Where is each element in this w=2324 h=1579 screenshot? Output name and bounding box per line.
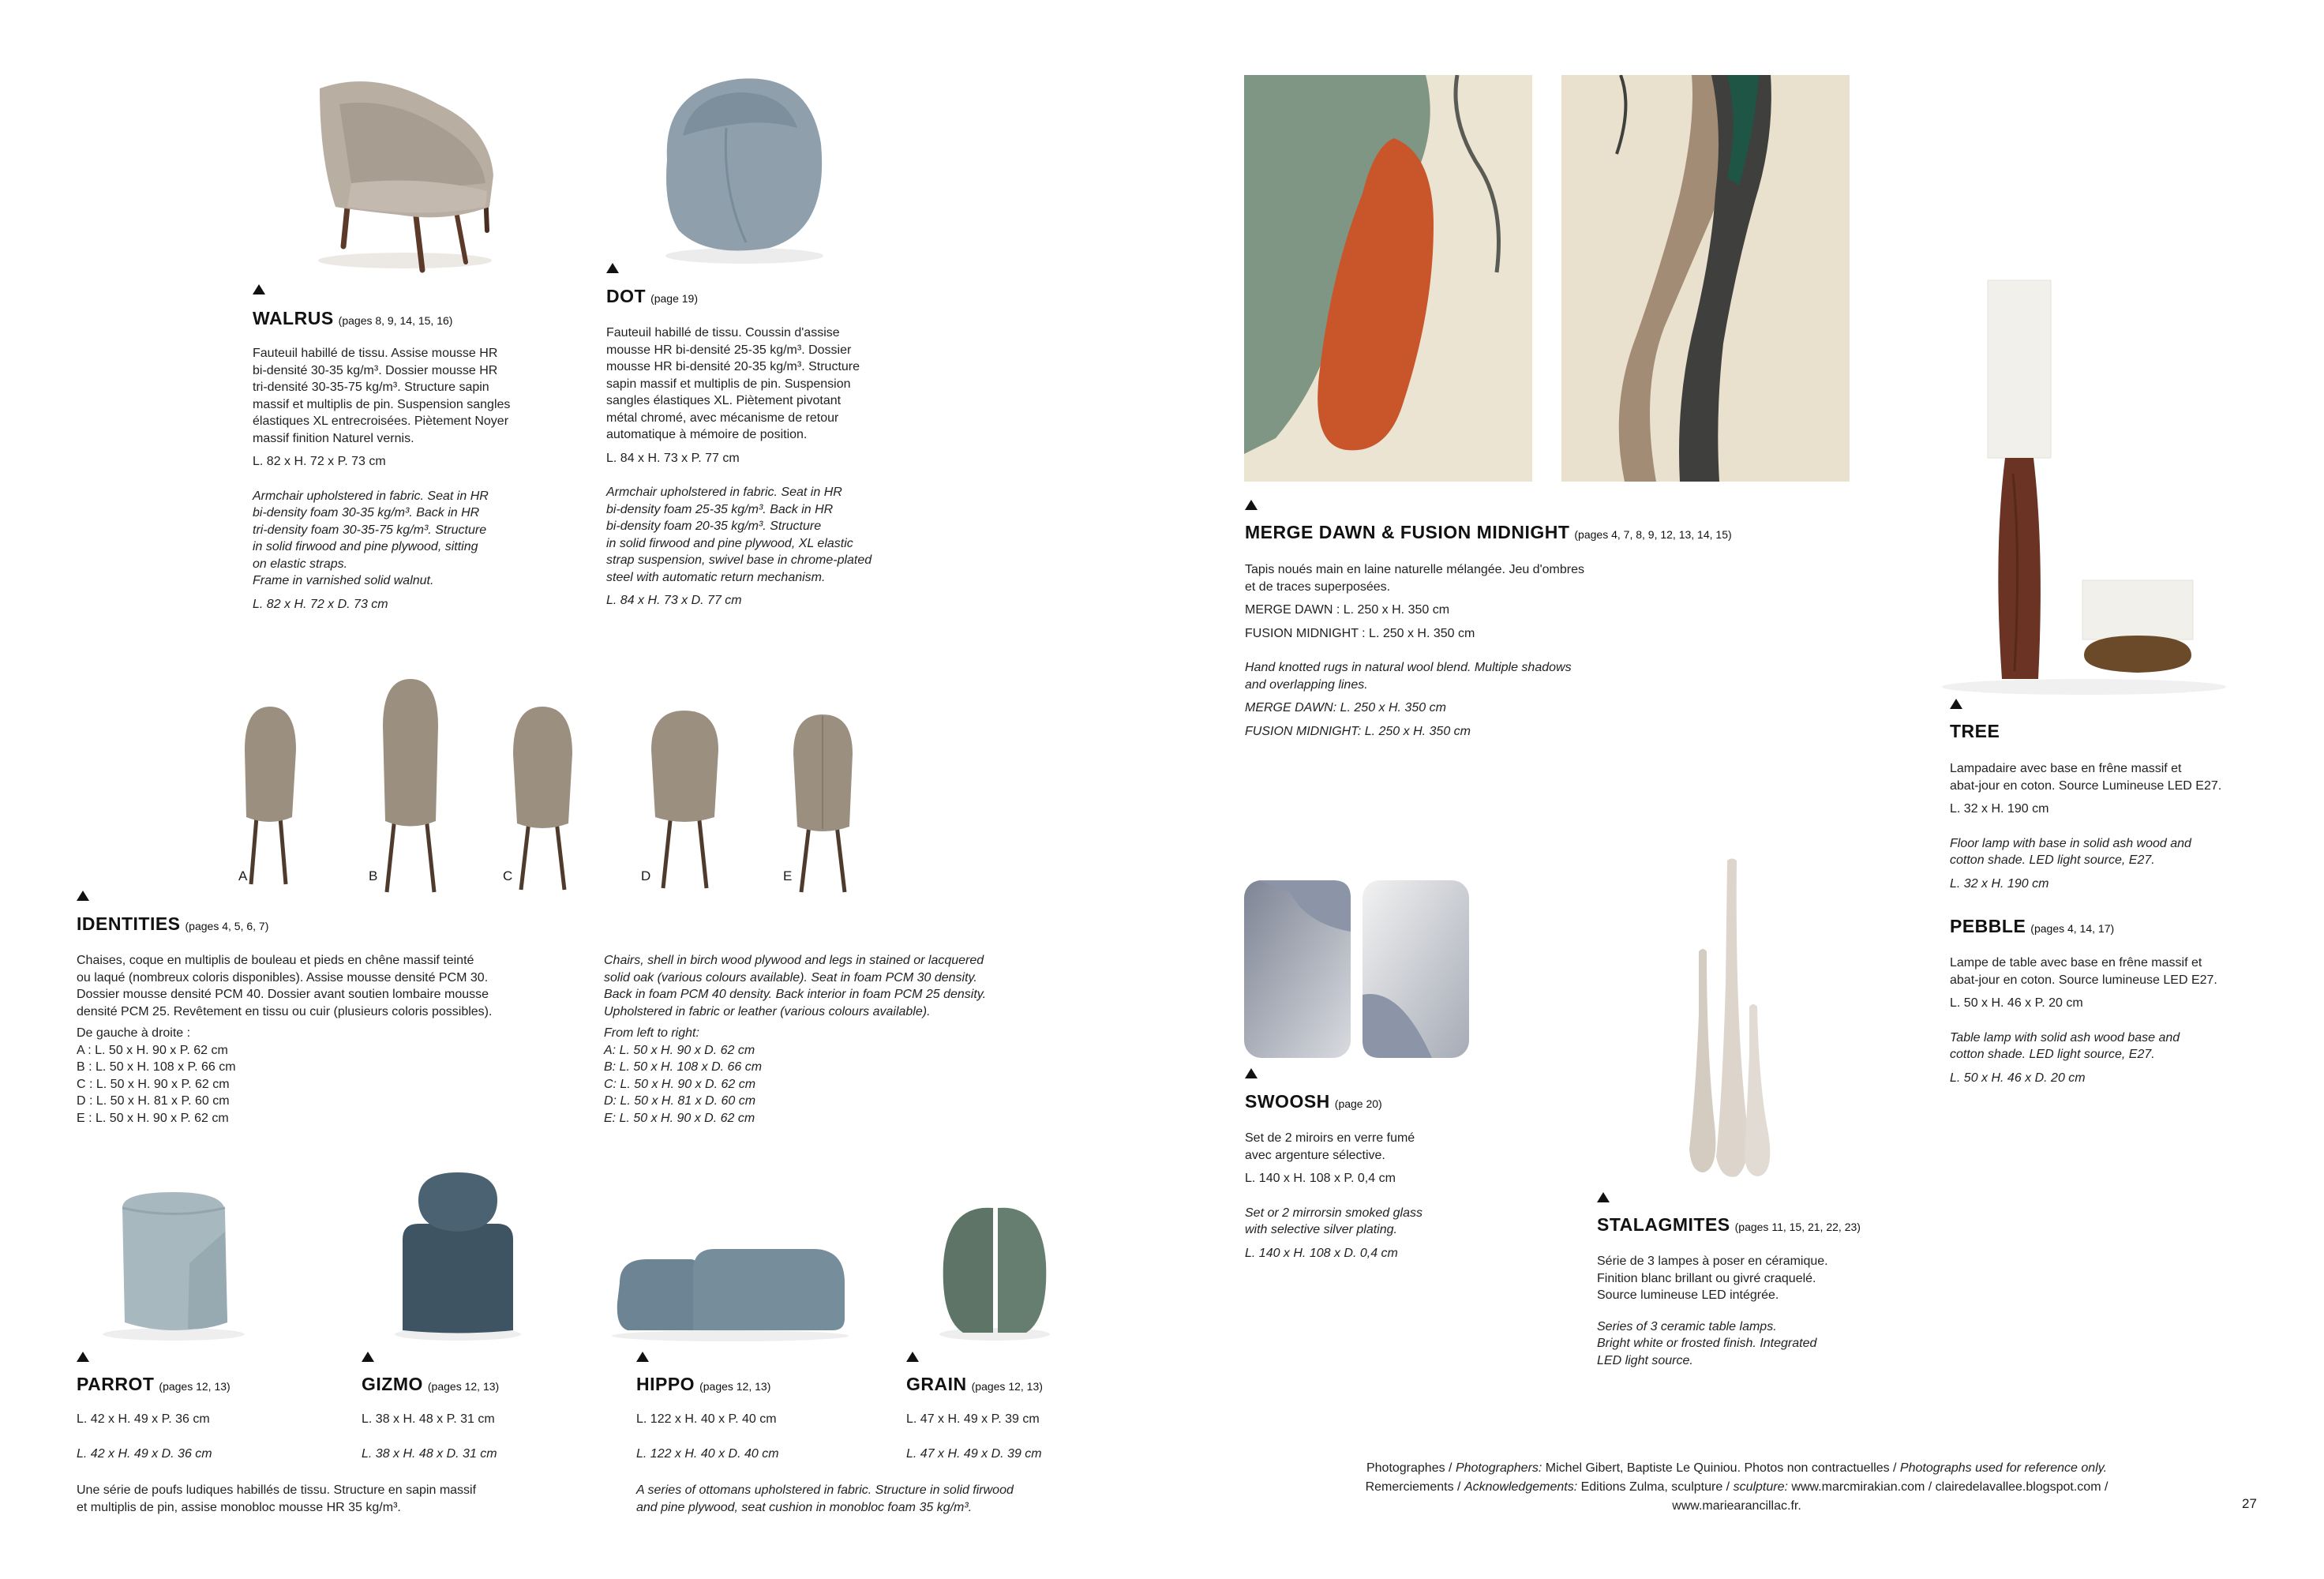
- hippo-dimensions-en: L. 122 x H. 40 x D. 40 cm: [636, 1447, 779, 1461]
- poufs-description-fr: Une série de poufs ludiques habillés de tissu. Structure en sapin massif et multiplis de pin, assise monobloc mousse HR 35 kg/m³.: [77, 1483, 477, 1514]
- tree-pebble-image: [1926, 276, 2226, 695]
- gizmo-title: GIZMO (pages 12, 13): [362, 1374, 500, 1394]
- credits-photographers: Photographes / Photographers: Michel Gibert, Baptiste Le Quiniou. Photos non contractuelles / Photographs used for reference only.: [1366, 1461, 2108, 1475]
- hippo-title: HIPPO (pages 12, 13): [636, 1374, 771, 1394]
- walrus-marker: [253, 284, 265, 294]
- swoosh-marker: [1245, 1068, 1258, 1078]
- merge-marker: [1245, 500, 1258, 510]
- dot-marker: [606, 263, 619, 273]
- credits: [1287, 1459, 2187, 1516]
- grain-dimensions-fr: L. 47 x H. 49 x P. 39 cm: [906, 1412, 1040, 1426]
- tree-title: TREE: [1950, 721, 2000, 741]
- dot-title: DOT (page 19): [606, 286, 698, 306]
- identities-letter-a: A: [238, 868, 248, 883]
- parrot-dimensions-fr: L. 42 x H. 49 x P. 36 cm: [77, 1412, 210, 1426]
- dot-dimensions-en: L. 84 x H. 73 x D. 77 cm: [606, 594, 742, 607]
- identities-description-fr: Chaises, coque en multiplis de bouleau et pieds en chêne massif teinté ou laqué (nombreux coloris disponibles). Assise mousse densité PCM 30. Dossier mousse densité PCM 40. Dossier avant soutien lombaire mousse densité PCM 25. Revêtement en tissu ou cuir (plusieurs coloris possibles). De gauche à droite : A : L. 50 x H. 90 x P. 62 cm B : L. 50 x H. 108 x P. 66 cm C : L. 50 x H. 90 x P. 62 cm D : L. 50 x H. 81 x P. 60 cm E : L. 50 x H. 90 x P. 62 cm: [77, 954, 493, 1125]
- gizmo-dimensions-en: L. 38 x H. 48 x D. 31 cm: [362, 1447, 497, 1461]
- tree-description: Lampadaire avec base en frêne massif et abat-jour en coton. Source Lumineuse LED E27. L. 32 x H. 190 cm Floor lamp with base in solid ash wood and cotton shade. LED light source, E27. L. 32 x H. 190 cm: [1950, 762, 2222, 891]
- merge-description: Tapis noués main en laine naturelle mélangée. Jeu d'ombres et de traces superposées. MERGE DAWN : L. 250 x H. 350 cm FUSION MIDNIGHT : L. 250 x H. 350 cm Hand knotted rugs in natural wool blend. Multiple shadows and overlapping lines. MERGE DAWN: L. 250 x H. 350 cm FUSION MIDNIGHT: L. 250 x H. 350 cm: [1245, 563, 1584, 738]
- gizmo-marker: [362, 1352, 374, 1362]
- grain-marker: [906, 1352, 919, 1362]
- merge-title: MERGE DAWN & FUSION MIDNIGHT (pages 4, 7, 8, 9, 12, 13, 14, 15): [1245, 522, 1732, 542]
- gizmo-image: [387, 1168, 529, 1342]
- dot-description: Fauteuil habillé de tissu. Coussin d'assise mousse HR bi-densité 25-35 kg/m³. Dossier mousse HR bi-densité 20-35 kg/m³. Structure sapin massif et multiplis de pin. Suspension sangles élastiques XL. Piètement pivotant métal chromé, avec mécanisme de retour automatique à mémoire de position. L. 84 x H. 73 x P. 77 cm Armchair upholstered in fabric. Seat in HR bi-density foam 25-35 kg/m³. Back in HR bi-density foam 20-35 kg/m³. Structure in solid firwood and pine plywood, XL elastic strap suspension, swivel base in chrome-plated steel with automatic return mechanism. L. 84 x H. 73 x D. 77 cm: [606, 324, 872, 609]
- identities-marker: [77, 891, 89, 901]
- page-number: 27: [2242, 1496, 2257, 1511]
- identities-image: [197, 675, 908, 896]
- fusion-midnight-rug-image: [1561, 75, 1850, 482]
- tree-marker: [1950, 699, 1962, 709]
- dot-dimensions-fr: L. 84 x H. 73 x P. 77 cm: [606, 451, 740, 465]
- swoosh-title: SWOOSH (page 20): [1245, 1091, 1382, 1112]
- pebble-title: PEBBLE (pages 4, 14, 17): [1950, 916, 2115, 936]
- walrus-dimensions-fr: L. 82 x H. 72 x P. 73 cm: [253, 455, 386, 468]
- identities-letter-b: B: [369, 868, 378, 883]
- grain-title: GRAIN (pages 12, 13): [906, 1374, 1043, 1394]
- walrus-description: Fauteuil habillé de tissu. Assise mousse HR bi-densité 30-35 kg/m³. Dossier mousse HR tri-densité 30-35-75 kg/m³. Structure sapin massif et multiplis de pin. Suspension sangles élastiques XL entrecroisées. Piètement Noyer massif finition Naturel vernis. L. 82 x H. 72 x P. 73 cm Armchair upholstered in fabric. Seat in HR bi-density foam 30-35 kg/m³. Back in HR tri-density foam 30-35-75 kg/m³. Structure in solid firwood and pine plywood, sitting on elastic straps. Frame in varnished solid walnut. L. 82 x H. 72 x D. 73 cm: [253, 345, 510, 613]
- stalagmites-title: STALAGMITES (pages 11, 15, 21, 22, 23): [1597, 1214, 1861, 1235]
- dot-image: [651, 73, 837, 266]
- identities-letter-e: E: [783, 868, 793, 883]
- gizmo-dimensions-fr: L. 38 x H. 48 x P. 31 cm: [362, 1412, 495, 1426]
- credits-acknowledgements: Remerciements / Acknowledgements: Editions Zulma, sculpture / sculpture: www.marcmirakian.com / clairedelavallee.blogspot.com /: [1365, 1480, 2108, 1494]
- parrot-dimensions-en: L. 42 x H. 49 x D. 36 cm: [77, 1447, 212, 1461]
- identities-description-en: Chairs, shell in birch wood plywood and legs in stained or lacquered solid oak (various colours available). Seat in foam PCM 30 density. Back in foam PCM 40 density. Back interior in foam PCM 25 density. Upholstered in fabric or leather (various colours available). From left to right: A: L. 50 x H. 90 x D. 62 cm B: L. 50 x H. 108 x D. 66 cm C: L. 50 x H. 90 x D. 62 cm D: L. 50 x H. 81 x D. 60 cm E: L. 50 x H. 90 x D. 62 cm: [604, 954, 987, 1125]
- walrus-dimensions-en: L. 82 x H. 72 x D. 73 cm: [253, 597, 388, 611]
- pebble-description: Lampe de table avec base en frêne massif et abat-jour en coton. Source lumineuse LED E27. L. 50 x H. 46 x P. 20 cm Table lamp with solid ash wood base and cotton shade. LED light source, E27. L. 50 x H. 46 x D. 20 cm: [1950, 956, 2217, 1085]
- hippo-image: [608, 1240, 853, 1342]
- stalagmites-description: Série de 3 lampes à poser en céramique. Finition blanc brillant ou givré craquelé. Source lumineuse LED intégrée. Series of 3 ceramic table lamps. Bright white or frosted finish. Integrated LED light source.: [1597, 1255, 1828, 1367]
- swoosh-image: [1243, 876, 1471, 1066]
- identities-letter-c: C: [503, 868, 513, 883]
- credits-website: www.mariearancillac.fr.: [1672, 1499, 1801, 1513]
- identities-title: IDENTITIES (pages 4, 5, 6, 7): [77, 913, 269, 934]
- parrot-title: PARROT (pages 12, 13): [77, 1374, 231, 1394]
- walrus-image: [304, 73, 505, 274]
- grain-image: [931, 1200, 1058, 1342]
- hippo-dimensions-fr: L. 122 x H. 40 x P. 40 cm: [636, 1412, 777, 1426]
- merge-dawn-rug-image: [1244, 75, 1532, 482]
- identities-letter-d: D: [641, 868, 651, 883]
- grain-dimensions-en: L. 47 x H. 49 x D. 39 cm: [906, 1447, 1042, 1461]
- stalagmites-image: [1681, 857, 1784, 1184]
- hippo-marker: [636, 1352, 649, 1362]
- parrot-marker: [77, 1352, 89, 1362]
- parrot-image: [95, 1184, 253, 1342]
- stalagmites-marker: [1597, 1192, 1610, 1202]
- swoosh-description: Set de 2 miroirs en verre fumé avec argenture sélective. L. 140 x H. 108 x P. 0,4 cm Set or 2 mirrorsin smoked glass with selective silver plating. L. 140 x H. 108 x D. 0,4 cm: [1245, 1131, 1423, 1260]
- walrus-title: WALRUS (pages 8, 9, 14, 15, 16): [253, 308, 453, 328]
- poufs-description-en: A series of ottomans upholstered in fabric. Structure in solid firwood and pine plywood, seat cushion in monobloc foam 35 kg/m³.: [636, 1483, 1014, 1514]
